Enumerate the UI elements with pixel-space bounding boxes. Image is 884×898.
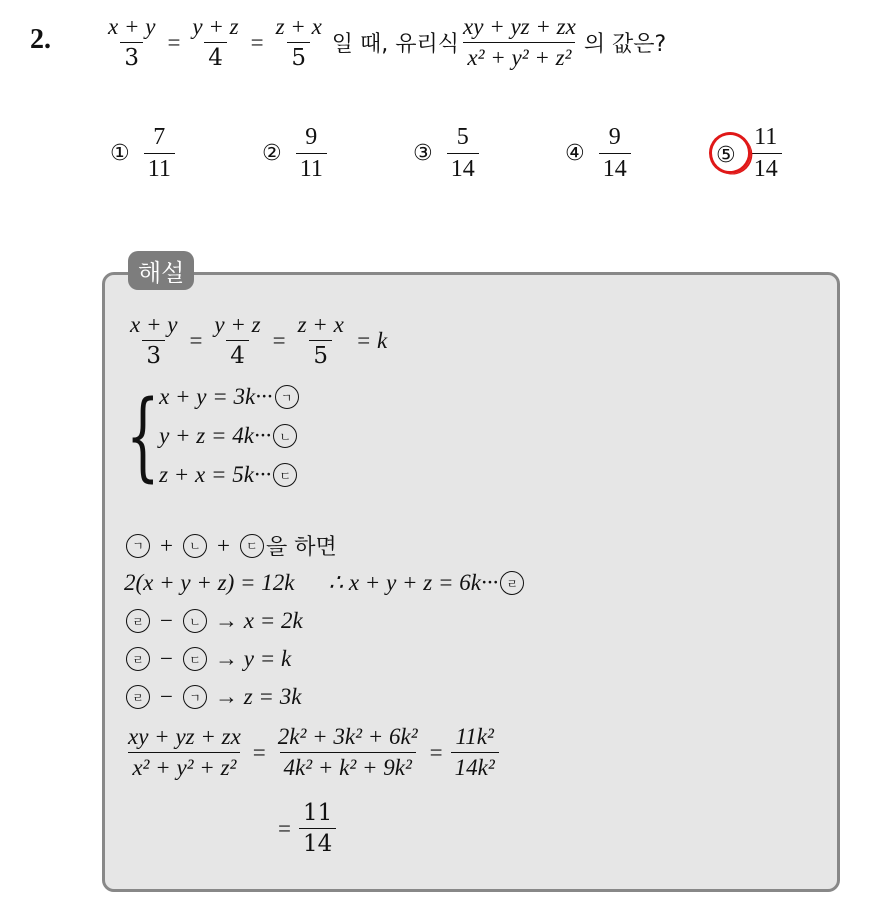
choice-4-value: $\frac{9}{14}$ [599, 124, 631, 183]
sol-k-rhs: = k [355, 327, 388, 353]
condition-fraction-3: $\frac{z + x}{5}$ [275, 14, 322, 71]
system-line-2: y + z = 4k··· ㄴ [159, 423, 300, 449]
final-answer: = $\frac{11}{14}$ [270, 800, 336, 857]
choice-4[interactable] [565, 124, 631, 183]
choice-5[interactable] [716, 124, 782, 183]
problem-text-2: 의 값은? [583, 32, 667, 57]
system-line-1: x + y = 3k··· ㄱ [159, 384, 300, 410]
subtraction-y: ㄹ − ㄷ → y = k [124, 646, 291, 672]
final-answer-fraction: $\frac{11}{14}$ [299, 800, 336, 857]
final-fraction-3: $\frac{\text{11k²}}{\text{14k²}}$ [451, 724, 499, 781]
choice-3-value: $\frac{5}{14}$ [447, 124, 479, 183]
condition-fraction-2: $\frac{y + z}{4}$ [192, 14, 239, 71]
condition-fraction-1: $\frac{x + y}{3}$ [108, 14, 156, 71]
equation-system [126, 380, 301, 492]
sum-result: 2(x + y + z) = 12k ∴ x + y + z = 6k··· ㄹ [124, 570, 526, 596]
choice-2[interactable] [262, 124, 327, 183]
solution-label: 해설 [128, 251, 194, 290]
problem-statement: $\frac{x + y}{3}$ = $\frac{y + z}{4}$ = $\frac{z + x}{5}$ 일 때, 유리식 $\frac{xy + yz + zx}{\text{x² + y² + z²}}$ 의 값은? [104, 14, 666, 71]
problem-text-1: 일 때, 유리식 [331, 32, 460, 57]
rational-expression: $\frac{xy + yz + zx}{\text{x² + y² + z²}}$ [463, 14, 576, 70]
final-computation: $\frac{xy + yz + zx}{\text{x² + y² + z²}}$ = $\frac{\text{2k² + 3k² + 6k²}}{\text{4k² + k² + 9k²}}$ = $\frac{\text{11k²}}{\text{14k²}}$ [124, 724, 499, 781]
choice-1-mark: ① [110, 141, 130, 166]
choice-5-mark-wrap [716, 140, 736, 168]
answer-circle-mark [705, 128, 755, 178]
choice-5-value: $\frac{11}{14}$ [750, 124, 782, 183]
choice-5-mark: ⑤ [716, 142, 736, 168]
sol-fraction-2: $\frac{y + z}{4}$ [214, 312, 261, 369]
choice-2-value: $\frac{9}{11}$ [296, 124, 327, 183]
subtraction-x: ㄹ − ㄴ → x = 2k [124, 608, 303, 634]
sol-fraction-1: $\frac{x + y}{3}$ [130, 312, 178, 369]
sol-fraction-3: $\frac{z + x}{5}$ [297, 312, 344, 369]
sum-instruction: ㄱ + ㄴ + ㄷ 을 하면 [124, 530, 337, 561]
choice-2-mark: ② [262, 141, 282, 166]
choice-1-value: $\frac{7}{11}$ [144, 124, 175, 183]
subtraction-z: ㄹ − ㄱ → z = 3k [124, 684, 301, 710]
system-line-3: z + x = 5k··· ㄷ [159, 462, 300, 488]
choice-1[interactable] [110, 124, 175, 183]
problem-number: 2. [30, 24, 51, 55]
choice-4-mark: ④ [565, 141, 585, 166]
choice-3[interactable] [413, 124, 479, 183]
solution-equation-k: $\frac{x + y}{3}$ = $\frac{y + z}{4}$ = $\frac{z + x}{5}$ = k [126, 312, 387, 369]
left-brace: { [126, 380, 160, 492]
choice-3-mark: ③ [413, 141, 433, 166]
final-fraction-1: $\frac{xy + yz + zx}{\text{x² + y² + z²}}$ [128, 724, 241, 780]
final-fraction-2: $\frac{\text{2k² + 3k² + 6k²}}{\text{4k² + k² + 9k²}}$ [277, 724, 418, 780]
